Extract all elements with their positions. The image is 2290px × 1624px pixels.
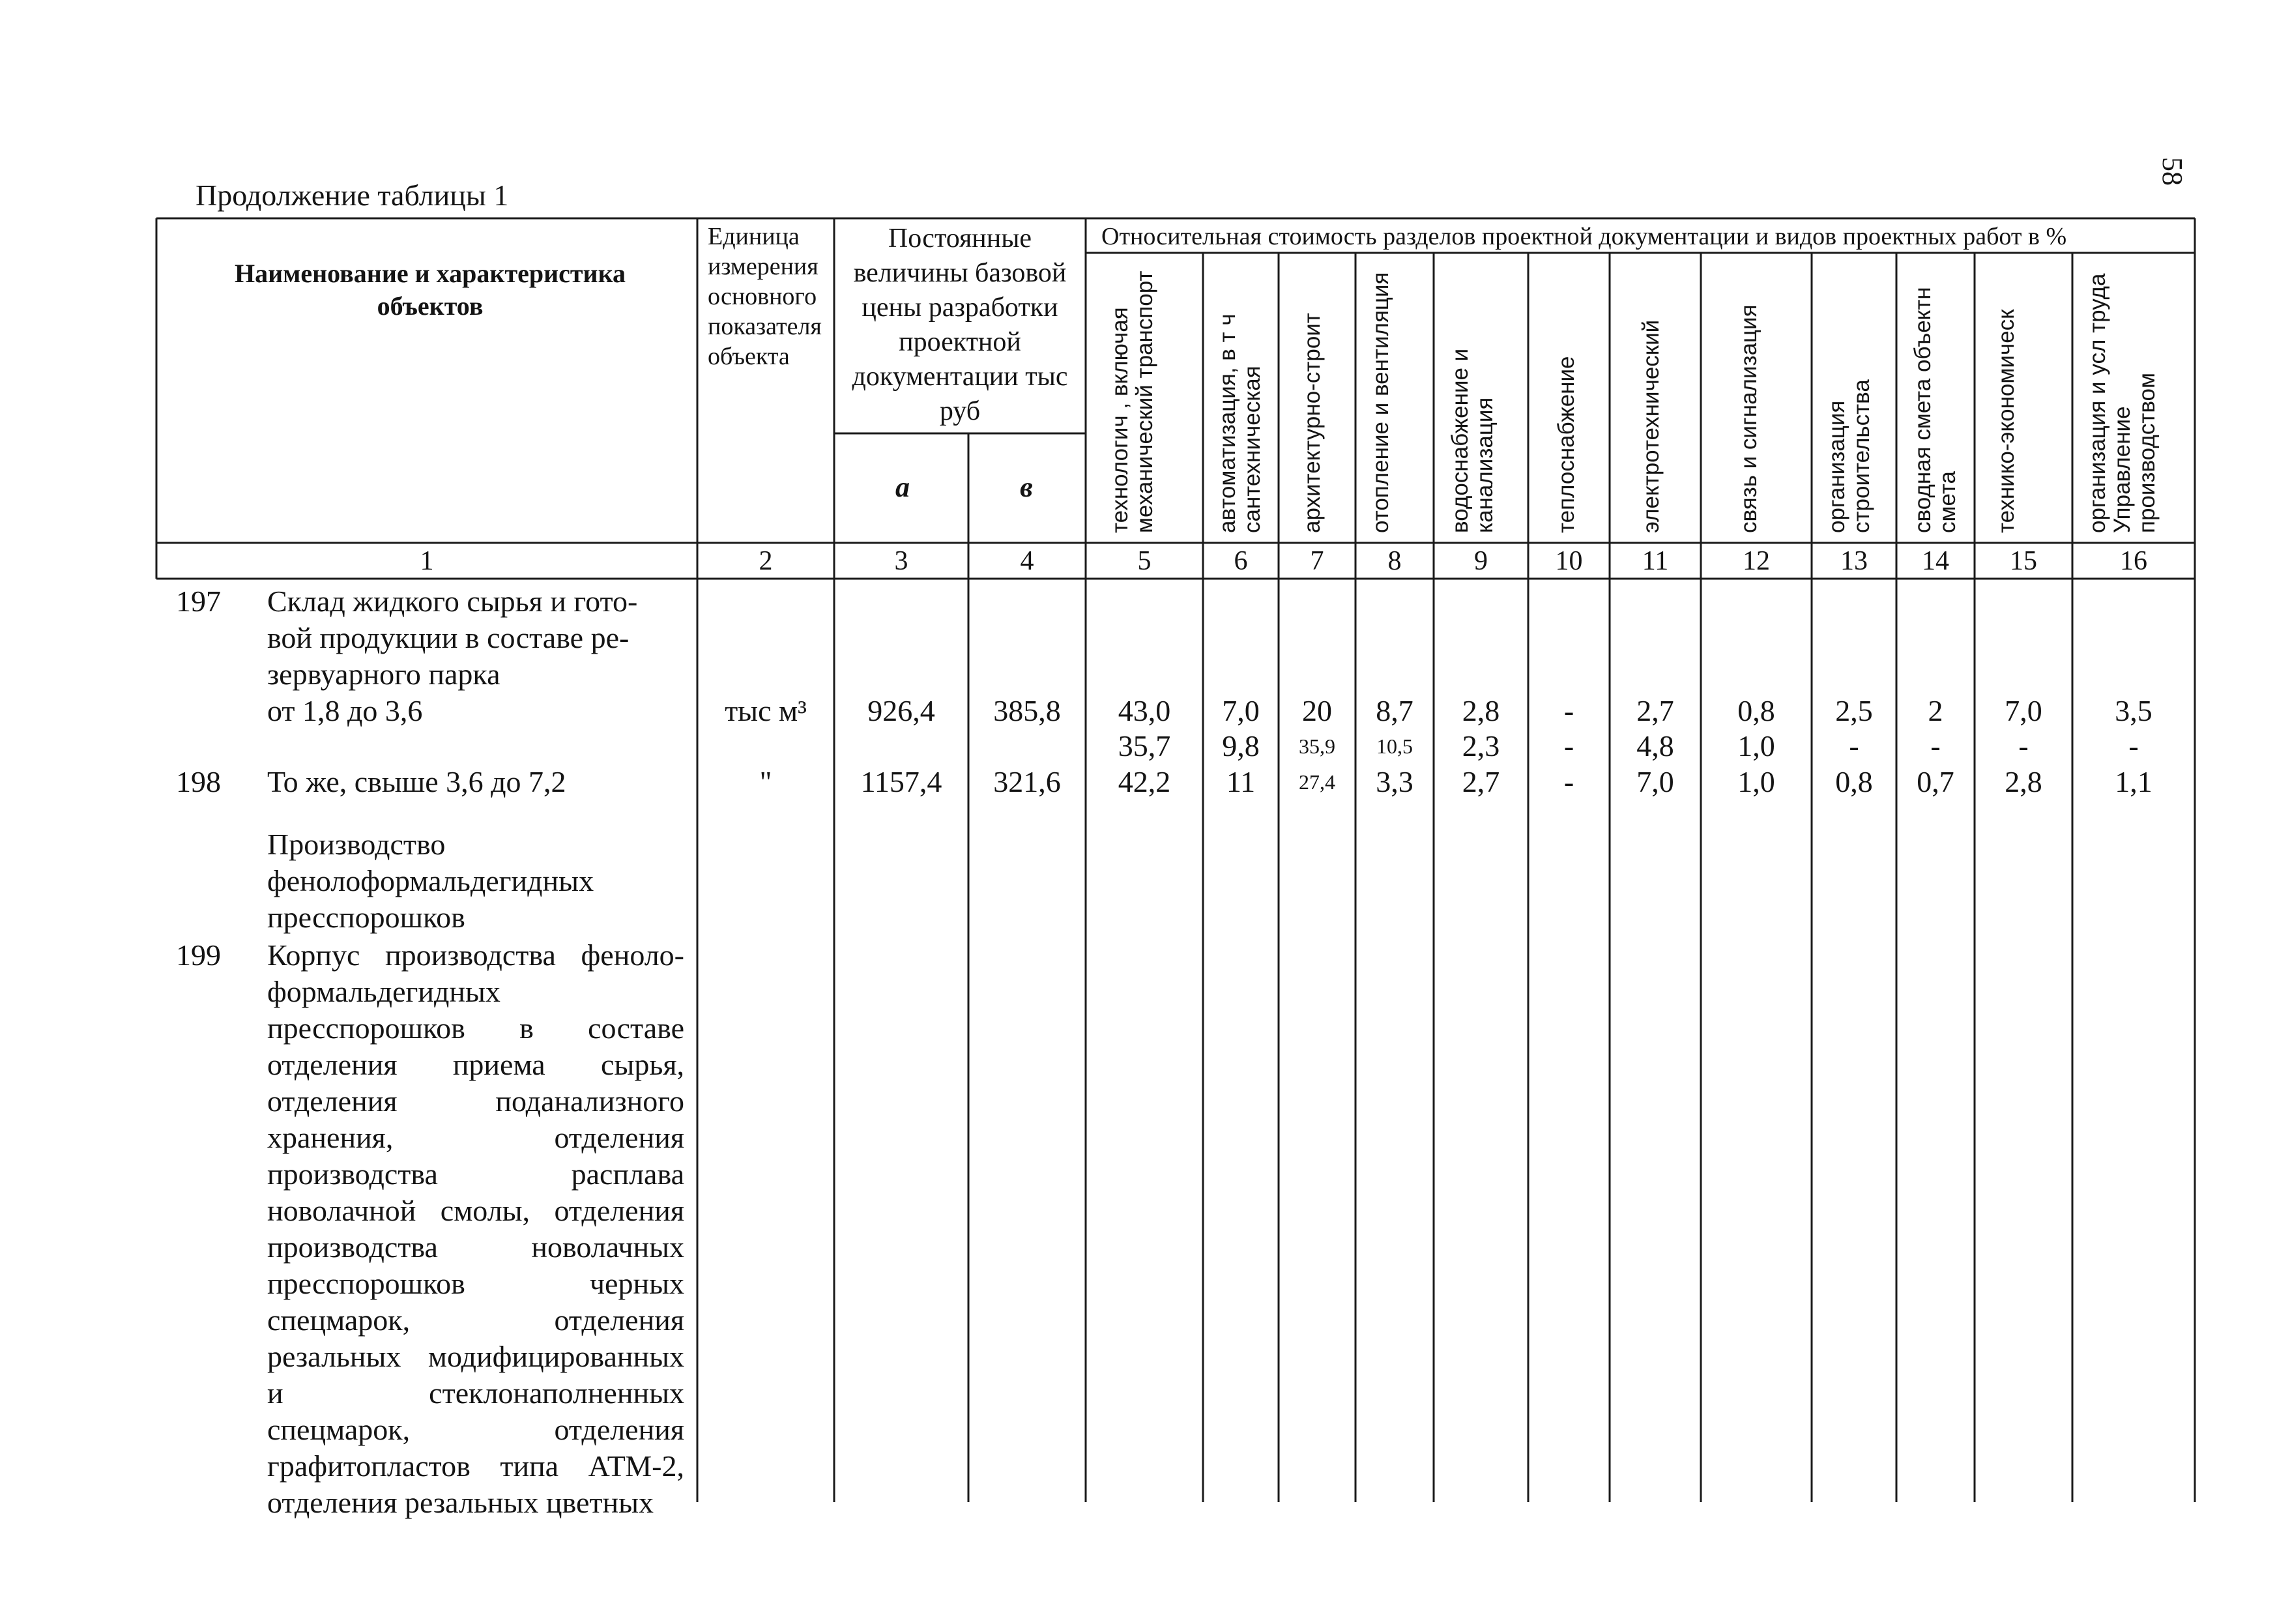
row-198-col-16: 1,1 xyxy=(2115,765,2152,798)
col-number-8: 8 xyxy=(1387,546,1402,576)
header-relative: Относительная стоимость разделов проектной документации и видов проектных работ в % xyxy=(1101,223,2067,250)
row-197-col-8-alt: 10,5 xyxy=(1376,734,1413,758)
row-197-col-14: 2 xyxy=(1928,694,1943,727)
section-header-13: организация строительства xyxy=(1824,379,1874,533)
row-198-value-a: 1157,4 xyxy=(860,765,942,798)
row-197-col-15: 7,0 xyxy=(2005,694,2042,727)
row-198-col-12: 1,0 xyxy=(1737,765,1775,798)
row-198-value-b: 321,6 xyxy=(993,765,1061,798)
row-197-col-6: 7,0 xyxy=(1222,694,1260,727)
header-sub-b: в xyxy=(1020,471,1033,503)
col-number-12: 12 xyxy=(1743,546,1770,576)
col-number-2: 2 xyxy=(759,546,773,576)
row-197-col-5-alt: 35,7 xyxy=(1118,729,1171,762)
group-title: Производство фенолоформальдегидных пресспорошков xyxy=(267,828,594,934)
row-198-number: 198 xyxy=(176,765,221,798)
section-header-11: электротехнический xyxy=(1638,319,1664,533)
row-197-col-14-alt: - xyxy=(1930,729,1941,762)
header-name: Наименование и характеристика объектов xyxy=(234,259,626,321)
col-number-3: 3 xyxy=(894,546,908,576)
row-197-unit: тыс м³ xyxy=(725,694,807,727)
row-197-col-10-alt: - xyxy=(1563,729,1574,762)
row-197-value-a: 926,4 xyxy=(867,694,935,727)
col-number-9: 9 xyxy=(1474,546,1488,576)
row-198-name: То же, свыше 3,6 до 7,2 xyxy=(267,765,566,798)
row-197-name-line-2: вой продукции в составе ре- xyxy=(267,621,630,654)
col-number-10: 10 xyxy=(1555,546,1583,576)
row-199-number: 199 xyxy=(176,938,221,972)
row-197-name-line-3: зервуарного парка xyxy=(267,658,500,691)
section-header-9: водоснабжение и канализация xyxy=(1447,348,1498,533)
col-number-11: 11 xyxy=(1642,546,1669,576)
row-197-subrange: от 1,8 до 3,6 xyxy=(267,694,423,727)
row-198-col-9: 2,7 xyxy=(1462,765,1500,798)
col-number-13: 13 xyxy=(1840,546,1868,576)
header-unit: Единица измерения основного показателя объекта xyxy=(708,223,822,370)
col-number-16: 16 xyxy=(2120,546,2147,576)
row-197-col-9: 2,8 xyxy=(1462,694,1500,727)
page-number: 58 xyxy=(2156,157,2188,186)
row-198-col-11: 7,0 xyxy=(1636,765,1674,798)
row-197-value-b: 385,8 xyxy=(993,694,1061,727)
col-number-7: 7 xyxy=(1310,546,1324,576)
col-number-5: 5 xyxy=(1137,546,1152,576)
row-198-col-5: 42,2 xyxy=(1118,765,1171,798)
row-198-col-6: 11 xyxy=(1226,765,1256,798)
section-header-10: теплоснабжение xyxy=(1554,356,1579,533)
row-197-col-7: 20 xyxy=(1302,694,1332,727)
row-197-col-11: 2,7 xyxy=(1636,694,1674,727)
row-197-col-5: 43,0 xyxy=(1118,694,1171,727)
row-197-col-11-alt: 4,8 xyxy=(1636,729,1674,762)
row-197-col-15-alt: - xyxy=(2018,729,2029,762)
row-197-number: 197 xyxy=(176,585,221,618)
row-197-col-13: 2,5 xyxy=(1835,694,1873,727)
row-197-col-12: 0,8 xyxy=(1737,694,1775,727)
row-197-col-7-alt: 35,9 xyxy=(1299,734,1335,758)
col-number-15: 15 xyxy=(2010,546,2037,576)
row-199-description: Корпус производства феноло-формальдегидных пресспорошков в составе отделения приема сырья, отделения поданализного хранения, отделения производства расплава новолачной смолы, отделения производства новолачных пресспорошков черных спецмарок, отделения резальных модифицированных и стеклонаполненных спецмарок, отделения графитопластов типа АТМ-2, отделения резальных цветных xyxy=(267,938,684,1519)
row-198-col-15: 2,8 xyxy=(2005,765,2042,798)
col-number-4: 4 xyxy=(1020,546,1034,576)
row-197-col-9-alt: 2,3 xyxy=(1462,729,1500,762)
row-198-unit: " xyxy=(759,765,772,798)
row-198-col-7: 27,4 xyxy=(1299,770,1335,794)
section-header-15: технико-экономическ xyxy=(1993,309,2019,533)
row-197-col-13-alt: - xyxy=(1849,729,1859,762)
row-197-col-12-alt: 1,0 xyxy=(1737,729,1775,762)
section-header-7: архитектурно-строит xyxy=(1299,313,1325,533)
section-header-16: организация и усл труда Управление производством xyxy=(2085,273,2160,533)
row-197-col-16: 3,5 xyxy=(2115,694,2152,727)
row-197-col-10: - xyxy=(1563,694,1574,727)
col-number-14: 14 xyxy=(1922,546,1949,576)
header-base-price: Постоянные величины базовой цены разработки проектной документации тыс руб xyxy=(852,224,1068,426)
section-header-5: технологич , включая механический транспорт xyxy=(1107,270,1157,533)
row-197-col-6-alt: 9,8 xyxy=(1222,729,1260,762)
col-number-1: 1 xyxy=(420,546,434,576)
col-number-6: 6 xyxy=(1234,546,1248,576)
row-198-col-10: - xyxy=(1563,765,1574,798)
row-197-name-line-1: Склад жидкого сырья и гото- xyxy=(267,585,638,618)
table-caption: Продолжение таблицы 1 xyxy=(196,179,509,212)
section-header-14: сводная смета объектн смета xyxy=(1910,287,1960,533)
row-198-col-14: 0,7 xyxy=(1917,765,1954,798)
section-header-6: автоматизация, в т ч сантехническая xyxy=(1215,313,1265,533)
row-198-col-8: 3,3 xyxy=(1376,765,1413,798)
row-197-col-16-alt: - xyxy=(2128,729,2139,762)
row-198-col-13: 0,8 xyxy=(1835,765,1873,798)
header-sub-a: а xyxy=(895,471,910,503)
section-header-8: отопление и вентиляция xyxy=(1368,272,1393,533)
section-header-12: связь и сигнализация xyxy=(1736,304,1761,533)
row-197-col-8: 8,7 xyxy=(1376,694,1413,727)
